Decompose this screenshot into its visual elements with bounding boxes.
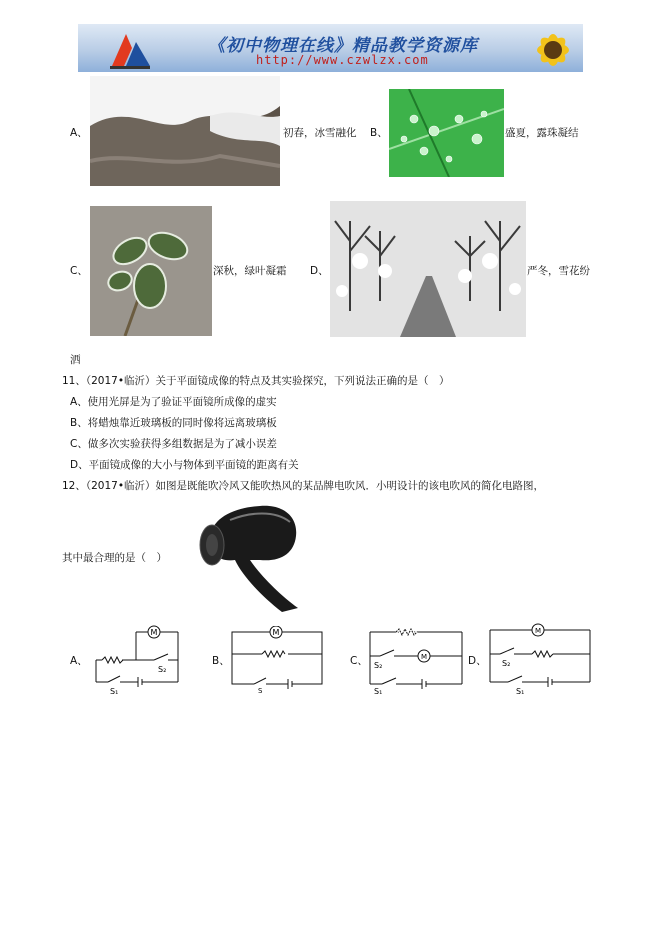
sunflower-icon <box>508 24 583 72</box>
q11-stem: 11、（2017•临沂）关于平面镜成像的特点及其实验探究，下列说法正确的是（ ） <box>62 375 450 387</box>
option-d-text-cont: 洒 <box>70 354 81 366</box>
q11-option-b: B、将蜡烛靠近玻璃板的同时像将远离玻璃板 <box>70 417 277 429</box>
circuit-d-label: D、 <box>468 655 487 667</box>
q12-stem: 12、（2017•临沂）如图是既能吹冷风又能吹热风的某品牌电吹风．小明设计的该电吹风的简化电路图， <box>62 480 545 492</box>
banner-title: 《初中物理在线》精品教学资源库 <box>208 36 478 56</box>
circuit-d-motor: M <box>534 627 542 635</box>
photo-frost-leaves <box>90 206 212 336</box>
circuit-c-s1: S₁ <box>374 687 383 696</box>
logo-icon <box>106 28 154 70</box>
option-b-label: B、 <box>370 127 388 139</box>
photo-snowy-road <box>330 201 526 337</box>
circuit-a-diagram <box>88 620 183 695</box>
circuit-d-s1: S₁ <box>516 687 525 696</box>
circuit-a-label: A、 <box>70 655 88 667</box>
header-banner <box>78 24 583 72</box>
circuit-d-diagram <box>486 620 596 698</box>
q11-option-a: A、使用光屏是为了验证平面镜所成像的虚实 <box>70 396 277 408</box>
option-a-text: 初春，冰雪融化 <box>283 127 357 139</box>
circuit-a-s1: S₁ <box>110 687 119 695</box>
circuit-a-motor: M <box>150 628 158 637</box>
q11-option-d: D、平面镜成像的大小与物体到平面镜的距离有关 <box>70 459 299 471</box>
circuit-d-s2: S₂ <box>502 659 511 668</box>
circuit-b-s: S <box>258 687 263 694</box>
circuit-c-s2: S₂ <box>374 661 383 670</box>
banner-url: http://www.czwlzx.com <box>256 53 429 67</box>
option-b-text: 盛夏，露珠凝结 <box>505 127 579 139</box>
option-a-label: A、 <box>70 127 88 139</box>
photo-dew-leaf <box>389 89 504 177</box>
circuit-a-s2: S₂ <box>158 665 167 674</box>
circuit-b-diagram <box>228 626 326 694</box>
photo-snow-stream <box>90 76 280 186</box>
circuit-c-label: C、 <box>350 655 368 667</box>
option-c-text: 深秋，绿叶凝霜 <box>213 265 287 277</box>
q12-stem-cont: 其中最合理的是（ ） <box>62 552 167 564</box>
hair-dryer-image <box>190 500 315 612</box>
option-c-label: C、 <box>70 265 88 277</box>
circuit-b-motor: M <box>272 628 280 637</box>
option-d-label: D、 <box>310 265 329 277</box>
option-d-text: 严冬，雪花纷 <box>527 265 590 277</box>
q11-option-c: C、做多次实验获得多组数据是为了减小误差 <box>70 438 277 450</box>
circuit-c-motor: M <box>420 653 428 661</box>
circuit-c-diagram <box>366 624 466 698</box>
circuit-b-label: B、 <box>212 655 230 667</box>
